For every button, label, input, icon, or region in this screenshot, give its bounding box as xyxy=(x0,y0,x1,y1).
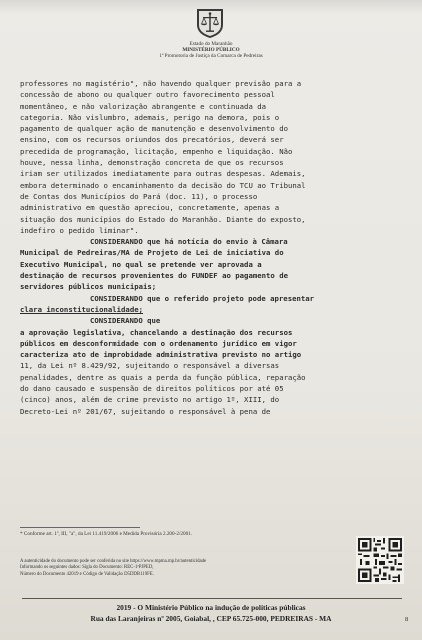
text-line: situação dos municípios do Estado do Maranhão. Diante do exposto, xyxy=(20,214,306,224)
text-line: precedida de programação, licitação, empenho e liquidação. Não xyxy=(20,146,293,156)
header-state: Estado do Maranhão xyxy=(189,41,233,47)
text-line: categoria. Não vislumbro, ademais, perigo na demora, pois o xyxy=(20,112,280,122)
letterhead xyxy=(0,0,422,76)
text-line: do dano causado e suspensão de direitos políticos por até 05 xyxy=(20,384,284,394)
authentication-info xyxy=(20,559,206,578)
text-line: embora determinado o encaminhamento da decisão do TCU ao Tribunal xyxy=(20,180,306,190)
header-office: 1ª Promotoria de Justiça da Comarca de Pedreiras xyxy=(159,53,263,59)
text-line: professores no magistério", não havendo qualquer previsão para a xyxy=(20,79,302,88)
text-line: ensino, com os recursos oriundos dos precatórios, deverá ser xyxy=(20,135,284,145)
text-line: concessão de abono ou qualquer outro favorecimento pessoal xyxy=(20,90,275,100)
authentication-line: A autenticidade do documento pode ser conferida no site https://www.mpma.mp.br/autenticidade xyxy=(20,559,207,564)
text-line: destinação de recursos provenientes do FUNDEF ao pagamento de xyxy=(20,271,288,281)
authentication-line: Número do Documento 42019 e Código de Validação D5DDB119FE. xyxy=(20,571,154,577)
text-line: caracteriza ato de improbidade administrativa previsto no artigo xyxy=(20,350,302,360)
text-line: (cinco) anos, além de crime previsto no artigo 1º, XIII, do xyxy=(20,395,280,405)
footnote-divider xyxy=(20,527,140,528)
page-number: 8 xyxy=(405,616,409,623)
text-line: servidores públicos municipais; xyxy=(20,282,157,292)
text-line: administrativo em questão apreciou, concretamente, apenas a xyxy=(20,203,280,213)
text-line: CONSIDERANDO que xyxy=(90,316,161,326)
footnote: * Conforme art. 1º, III, "a", da Lei 11.419/2006 e Medida Provisória 2.200-2/2001. xyxy=(20,531,193,537)
text-line: a aprovação legislativa, chancelando a destinação dos recursos xyxy=(20,327,293,337)
header-institution: MINISTÉRIO PÚBLICO xyxy=(182,47,240,53)
text-line: CONSIDERANDO que há notícia do envio à Câmara xyxy=(90,237,288,247)
text-line: CONSIDERANDO que o referido projeto pode apresentar xyxy=(90,293,315,303)
document-body xyxy=(20,78,409,417)
text-line: iriam ser utilizados imediatamente para outras despesas. Ademais, xyxy=(20,169,306,179)
ministerio-publico-emblem-icon xyxy=(195,7,225,39)
authentication-line: Informando os seguintes dados: Sigla do Documento: REC-1ªPJPED, xyxy=(20,565,154,571)
text-line: públicos em desconformidade com o ordenamento jurídico em vigor xyxy=(20,338,297,348)
text-line: momentâneo, e não valorização abrangente e continuada da xyxy=(20,101,267,111)
text-line: Municipal de Pedreiras/MA de Projeto de Lei de iniciativa do xyxy=(20,248,284,258)
text-line: 11, da Lei nº 8.429/92, sujeitando o responsável a diversas xyxy=(20,361,280,371)
footer-divider xyxy=(22,598,402,599)
footer-address: Rua das Laranjeiras nº 2005, Goiabal, , CEP 65.725-000, PEDREIRAS - MA xyxy=(90,614,332,623)
qr-code-icon xyxy=(356,536,404,584)
text-line: Executivo Municipal, no qual se pretende ver aprovada a xyxy=(20,259,262,269)
text-line: pagamento de qualquer ação de manutenção e desenvolvimento do xyxy=(20,124,288,134)
text-line: penalidades, dentre as quais a perda da função pública, reparação xyxy=(20,372,306,382)
text-line: Decreto-Lei nº 201/67, sujeitando o responsável à pena de xyxy=(20,406,271,416)
text-line: houve, nessa linha, demonstração concreta de que os recursos xyxy=(20,158,284,168)
text-line: indefiro o pedido liminar". xyxy=(20,225,139,235)
text-line: de Contas dos Municípios do Pará (doc. 11), o processo xyxy=(20,191,258,201)
footer-slogan: 2019 - O Ministério Público na indução de políticas públicas xyxy=(116,603,306,612)
text-line: clara inconstitucionalidade; xyxy=(20,304,144,314)
